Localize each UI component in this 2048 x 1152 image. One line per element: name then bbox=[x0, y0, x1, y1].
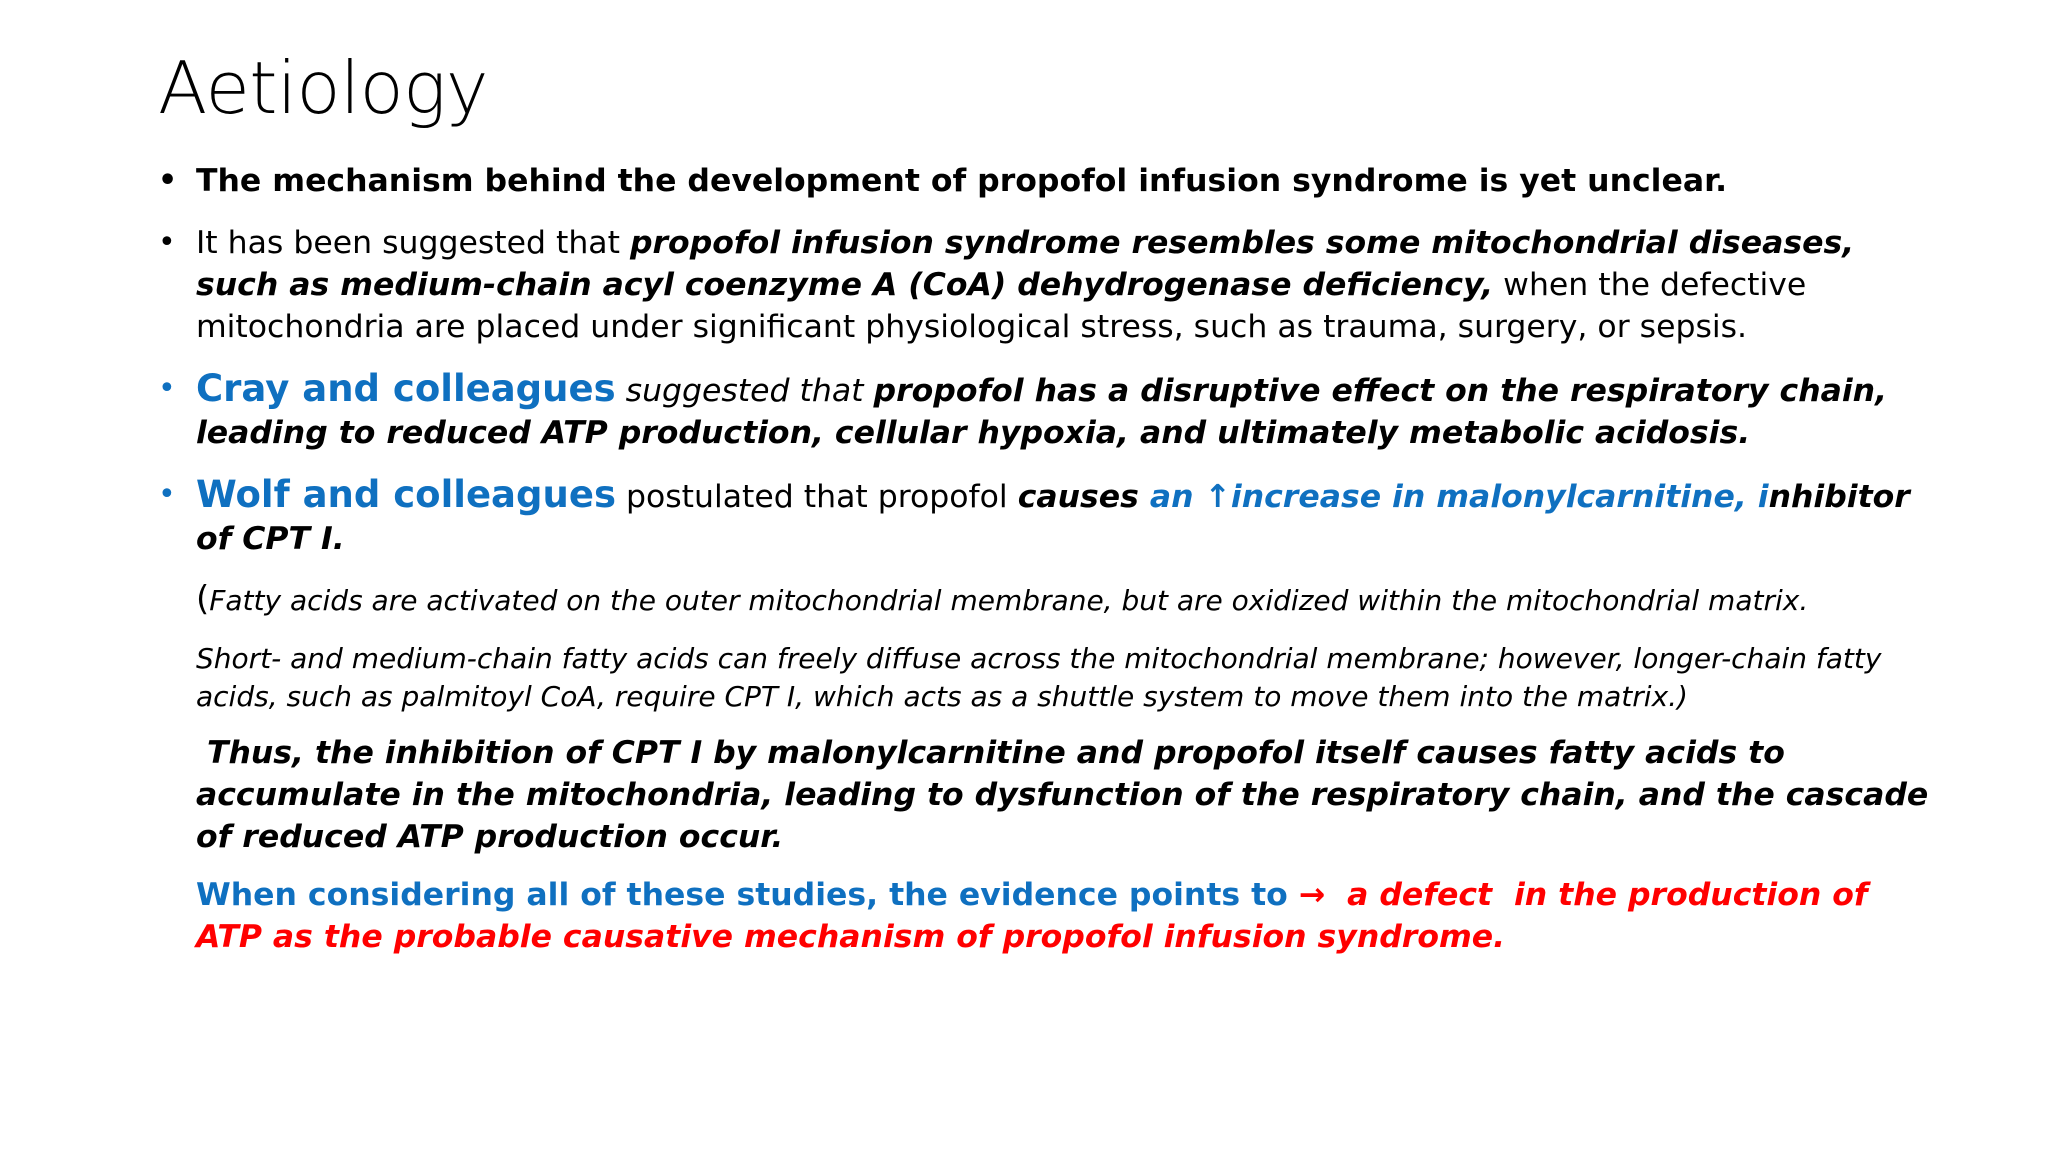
p3-text-b: suggested that bbox=[615, 373, 874, 409]
paragraph-6 bbox=[158, 640, 1938, 716]
paragraph-5 bbox=[158, 580, 1938, 620]
bullet-marker: • bbox=[158, 371, 176, 406]
p4-text-d: an ↑increase in malonylcarnitine, i bbox=[1138, 479, 1769, 515]
p2-text-a: It has been suggested that bbox=[196, 225, 630, 261]
p4-author: Wolf and colleagues bbox=[196, 473, 616, 516]
bullet-marker: • bbox=[158, 477, 176, 512]
bullet-paragraph-3 bbox=[158, 368, 1938, 454]
p8-text-a: When considering all of these studies, the evidence points to bbox=[196, 877, 1299, 913]
bullet-marker: • bbox=[158, 225, 176, 260]
arrow-right-icon: → bbox=[1298, 877, 1326, 913]
p3-author: Cray and colleagues bbox=[196, 367, 616, 410]
p4-text-c: causes bbox=[1017, 479, 1139, 515]
slide-title: Aetiology bbox=[158, 46, 488, 130]
bullet-paragraph-4 bbox=[158, 474, 1938, 560]
p1-text: The mechanism behind the development of propofol infusion syndrome is yet unclear. bbox=[196, 163, 1728, 199]
bullet-paragraph-2 bbox=[158, 222, 1938, 348]
p6-text: Short- and medium-chain fatty acids can freely diffuse across the mitochondrial membrane; however, longer-chain fatty acids, such as palmitoyl CoA, require CPT I, which acts as a shuttle system to move them into the matrix.) bbox=[196, 642, 1882, 713]
p2-text-b: propofol infusion syndrome resembles some mitochondrial diseases, such as medium-chain acyl coenzyme A (CoA) dehydrogenase deficiency, bbox=[196, 225, 1855, 303]
p4-text-e: nhibitor of CPT I. bbox=[196, 479, 1910, 557]
bullet-paragraph-1 bbox=[158, 160, 1938, 202]
paragraph-8 bbox=[158, 874, 1938, 958]
p2-text-c: when the defective mitochondria are placed under significant physiological stress, such as trauma, surgery, or sepsis. bbox=[196, 267, 1807, 345]
bullet-marker: • bbox=[158, 163, 178, 198]
p4-text-b: postulated that propofol bbox=[615, 479, 1018, 515]
p3-text-c: propofol has a disruptive effect on the respiratory chain, leading to reduced ATP production, cellular hypoxia, and ultimately metabolic acidosis. bbox=[196, 373, 1888, 451]
p8-text-b: a defect in the production of ATP as the probable causative mechanism of propofol infusion syndrome. bbox=[196, 877, 1879, 955]
p7-text: Thus, the inhibition of CPT I by malonylcarnitine and propofol itself causes fatty acids to accumulate in the mitochondria, leading to dysfunction of the respiratory chain, and the cascade of reduced ATP production occur. bbox=[196, 735, 1940, 855]
p5-text: Fatty acids are activated on the outer mitochondrial membrane, but are oxidized within the mitochondrial matrix. bbox=[209, 584, 1809, 617]
slide-content bbox=[158, 160, 1938, 974]
p5-paren: ( bbox=[196, 579, 210, 619]
paragraph-7 bbox=[158, 732, 1938, 858]
